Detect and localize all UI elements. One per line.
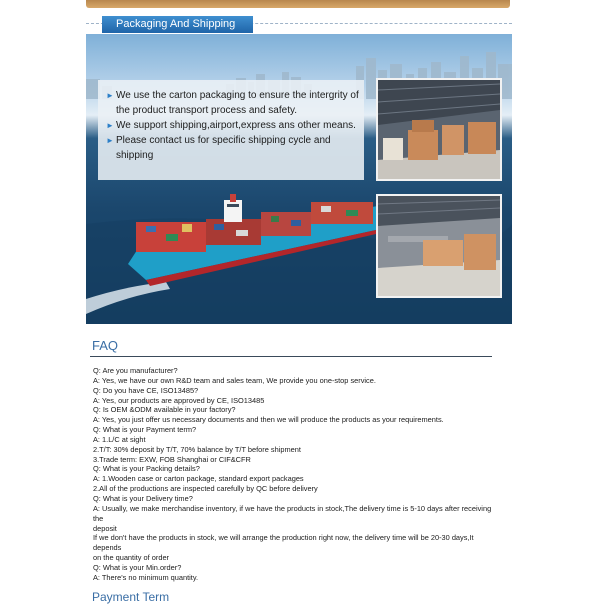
section-title: Packaging And Shipping bbox=[116, 18, 236, 30]
faq-line: deposit bbox=[93, 523, 117, 533]
arrow-bullet-icon: ► bbox=[106, 136, 114, 145]
arrow-bullet-icon: ► bbox=[106, 121, 114, 130]
faq-line: Q: Do you have CE, ISO13485? bbox=[93, 385, 199, 395]
shipping-bullet-text: We support shipping,airport,express ans other means. bbox=[116, 120, 356, 131]
faq-line: 2.All of the productions are inspected carefully by QC before delivery bbox=[93, 484, 318, 494]
faq-line: Q: What is your Delivery time? bbox=[93, 493, 193, 503]
faq-line: A: Yes, we have our own R&D team and sales team, We provide you one-stop service. bbox=[93, 375, 376, 385]
faq-line: 2.T/T: 30% deposit by T/T, 70% balance by T/T before shipment bbox=[93, 444, 301, 454]
faq-line: If we don't have the products in stock, we will arrange the production right now, the delivery time will be 20-30 days,It bbox=[93, 533, 474, 543]
faq-divider bbox=[90, 356, 492, 357]
faq-line: depends bbox=[93, 543, 122, 553]
shipping-bullet-text: Please contact us for specific shipping cycle and shipping bbox=[116, 135, 331, 161]
faq-line: A: There's no minimum quantity. bbox=[93, 572, 199, 582]
faq-line: the bbox=[93, 513, 104, 523]
warehouse-photo-bottom bbox=[376, 194, 502, 298]
shipping-bullet-text: We use the carton packaging to ensure the intergrity of the product transport process and safety. bbox=[116, 90, 359, 116]
shipping-bullet bbox=[106, 88, 360, 118]
faq-line: A: 1.L/C at sight bbox=[93, 434, 146, 444]
shipping-info-panel bbox=[98, 80, 364, 180]
faq-line: on the quantity of order bbox=[93, 553, 170, 563]
faq-line: A: Usually, we make merchandise inventory, if we have the products in stock,The delivery time is 5-10 days after receiving bbox=[93, 503, 492, 513]
warehouse-photo-top bbox=[376, 78, 502, 181]
faq-line: 3.Trade term: EXW, FOB Shanghai or CIF&CFR bbox=[93, 454, 251, 464]
shipping-bullet bbox=[106, 133, 360, 163]
faq-line: A: Yes, our products are approved by CE, ISO13485 bbox=[93, 395, 265, 405]
faq-line: A: Yes, you just offer us necessary documents and then we will produce the products as your requirements. bbox=[93, 415, 444, 425]
faq-line: Q: What is your Min.order? bbox=[93, 562, 182, 572]
faq-line: Q: What is your Packing details? bbox=[93, 464, 200, 474]
faq-line: Q: Are you manufacturer? bbox=[93, 366, 178, 375]
shipping-bullet bbox=[106, 118, 360, 133]
section-title-tab bbox=[102, 16, 253, 33]
faq-heading: FAQ bbox=[92, 338, 119, 353]
faq-line: Q: Is OEM &ODM available in your factory? bbox=[93, 405, 236, 415]
arrow-bullet-icon: ► bbox=[106, 91, 114, 100]
faq-line: A: 1.Wooden case or carton package, standard export packages bbox=[93, 474, 304, 484]
payment-term-heading: Payment Term bbox=[92, 590, 170, 604]
top-decorative-bar bbox=[86, 0, 510, 8]
faq-line: Q: What is your Payment term? bbox=[93, 425, 197, 435]
faq-content bbox=[93, 366, 492, 583]
